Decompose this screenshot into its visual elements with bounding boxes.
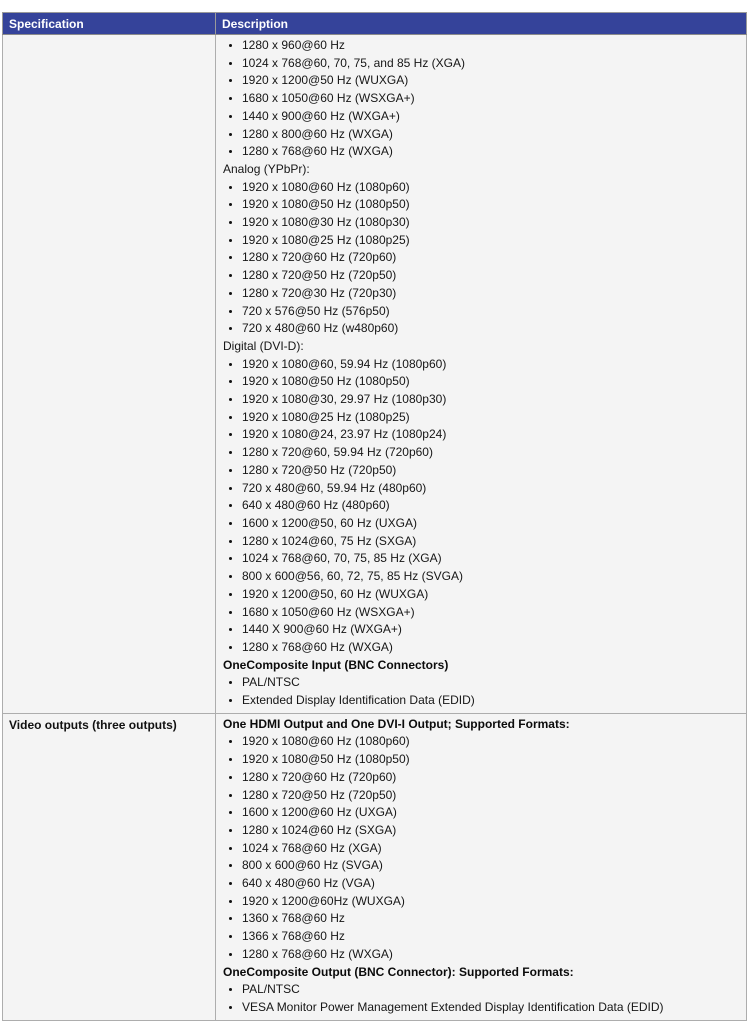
column-header-specification: Specification: [3, 13, 216, 35]
bullet-item: • 1920 x 1200@50, 60 Hz (WUXGA): [242, 586, 740, 604]
bullet-list: [223, 981, 740, 1016]
bullet-item: • 640 x 480@60 Hz (VGA): [242, 875, 740, 893]
bullet-item: • 1920 x 1080@60 Hz (1080p60): [242, 733, 740, 751]
bullet-item: • 1680 x 1050@60 Hz (WSXGA+): [242, 604, 740, 622]
bullet-item: • 800 x 600@60 Hz (SVGA): [242, 857, 740, 875]
bullet-item: • VESA Monitor Power Management Extended Display Identification Data (EDID): [242, 999, 740, 1017]
section-heading: OneComposite Output (BNC Connector): Supported Formats:: [223, 964, 574, 979]
description-cell: [216, 35, 747, 714]
bullet-item: • 1280 x 720@50 Hz (720p50): [242, 462, 740, 480]
spec-cell: [3, 35, 216, 714]
bullet-item: • 1600 x 1200@60 Hz (UXGA): [242, 804, 740, 822]
description-cell: [216, 713, 747, 1020]
bullet-item: • 1024 x 768@60, 70, 75, 85 Hz (XGA): [242, 550, 740, 568]
bullet-item: • 1280 x 720@60 Hz (720p60): [242, 769, 740, 787]
bullet-item: • 1280 x 720@60, 59.94 Hz (720p60): [242, 444, 740, 462]
bullet-item: • 720 x 480@60 Hz (w480p60): [242, 320, 740, 338]
bullet-item: • 1280 x 720@50 Hz (720p50): [242, 787, 740, 805]
table-body: [3, 35, 747, 1021]
bullet-item: • 1280 x 768@60 Hz (WXGA): [242, 143, 740, 161]
bullet-item: • 1280 x 1024@60, 75 Hz (SXGA): [242, 533, 740, 551]
bullet-list: [223, 356, 740, 657]
bullet-item: • 1360 x 768@60 Hz: [242, 910, 740, 928]
table-row: [3, 35, 747, 714]
bullet-item: • 1280 x 800@60 Hz (WXGA): [242, 126, 740, 144]
bullet-item: • 800 x 600@56, 60, 72, 75, 85 Hz (SVGA): [242, 568, 740, 586]
bullet-item: • 1280 x 720@60 Hz (720p60): [242, 249, 740, 267]
specification-table: [2, 12, 747, 1021]
bullet-item: • 1280 x 960@60 Hz: [242, 37, 740, 55]
bullet-item: • 1920 x 1080@30, 29.97 Hz (1080p30): [242, 391, 740, 409]
spec-cell: Video outputs (three outputs): [3, 713, 216, 1020]
bullet-item: • 1920 x 1080@25 Hz (1080p25): [242, 232, 740, 250]
bullet-item: • 1366 x 768@60 Hz: [242, 928, 740, 946]
bullet-item: • PAL/NTSC: [242, 981, 740, 999]
bullet-item: • Extended Display Identification Data (EDID): [242, 692, 740, 710]
bullet-item: • 1920 x 1080@60, 59.94 Hz (1080p60): [242, 356, 740, 374]
bullet-item: • 1280 x 768@60 Hz (WXGA): [242, 639, 740, 657]
bullet-item: • 720 x 576@50 Hz (576p50): [242, 303, 740, 321]
bullet-item: • 1024 x 768@60, 70, 75, and 85 Hz (XGA): [242, 55, 740, 73]
bullet-item: • 1920 x 1080@50 Hz (1080p50): [242, 373, 740, 391]
bullet-item: • 1920 x 1080@50 Hz (1080p50): [242, 196, 740, 214]
bullet-item: • 1920 x 1080@25 Hz (1080p25): [242, 409, 740, 427]
bullet-item: • 1920 x 1200@50 Hz (WUXGA): [242, 72, 740, 90]
bullet-list: [223, 733, 740, 963]
bullet-item: • 1280 x 768@60 Hz (WXGA): [242, 946, 740, 964]
bullet-item: • 1280 x 1024@60 Hz (SXGA): [242, 822, 740, 840]
bullet-item: • 1920 x 1080@50 Hz (1080p50): [242, 751, 740, 769]
section-heading: Analog (YPbPr):: [223, 161, 310, 176]
bullet-list: [223, 179, 740, 338]
column-header-description: Description: [216, 13, 747, 35]
bullet-item: • 640 x 480@60 Hz (480p60): [242, 497, 740, 515]
bullet-item: • 1440 X 900@60 Hz (WXGA+): [242, 621, 740, 639]
bullet-item: • 720 x 480@60, 59.94 Hz (480p60): [242, 480, 740, 498]
bullet-item: • 1024 x 768@60 Hz (XGA): [242, 840, 740, 858]
bullet-item: • 1280 x 720@50 Hz (720p50): [242, 267, 740, 285]
bullet-item: • 1920 x 1080@24, 23.97 Hz (1080p24): [242, 426, 740, 444]
bullet-item: • 1600 x 1200@50, 60 Hz (UXGA): [242, 515, 740, 533]
bullet-list: [223, 37, 740, 161]
bullet-item: • 1680 x 1050@60 Hz (WSXGA+): [242, 90, 740, 108]
section-heading: Digital (DVI-D):: [223, 338, 304, 353]
bullet-item: • 1440 x 900@60 Hz (WXGA+): [242, 108, 740, 126]
bullet-item: • 1920 x 1080@30 Hz (1080p30): [242, 214, 740, 232]
bullet-item: • 1280 x 720@30 Hz (720p30): [242, 285, 740, 303]
table-row: [3, 713, 747, 1020]
section-heading: OneComposite Input (BNC Connectors): [223, 657, 449, 672]
section-heading: One HDMI Output and One DVI-I Output; Supported Formats:: [223, 716, 570, 731]
header-row: [3, 13, 747, 35]
bullet-list: [223, 674, 740, 709]
bullet-item: • 1920 x 1080@60 Hz (1080p60): [242, 179, 740, 197]
bullet-item: • 1920 x 1200@60Hz (WUXGA): [242, 893, 740, 911]
bullet-item: • PAL/NTSC: [242, 674, 740, 692]
table-header: [3, 13, 747, 35]
